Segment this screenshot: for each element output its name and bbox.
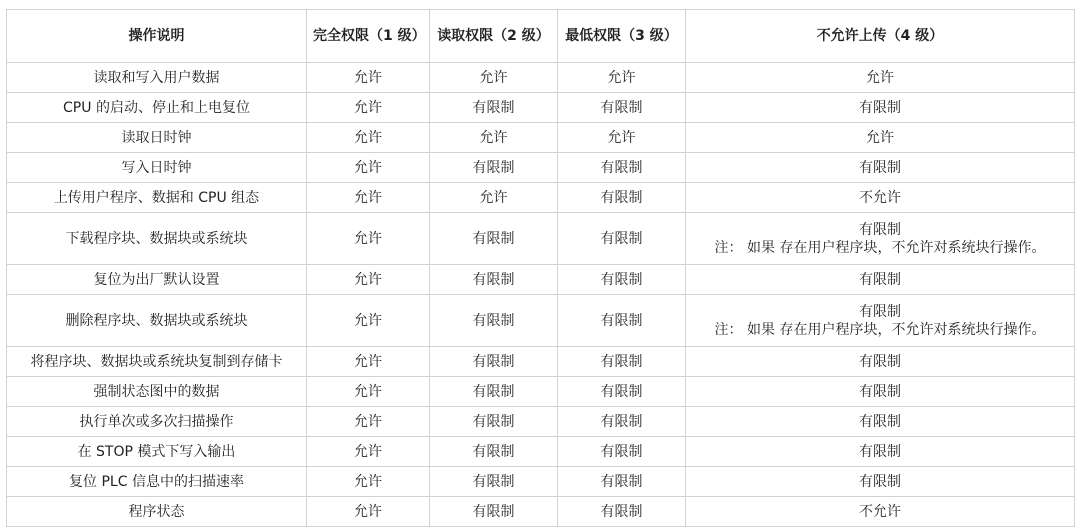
no-upload-cell [686, 295, 1075, 347]
full-access-cell [307, 467, 430, 497]
operation-cell-text: 删除程序块、数据块或系统块 [65, 312, 248, 329]
no-upload-cell-text: 不允许 [859, 503, 901, 520]
read-access-cell [430, 93, 558, 123]
minimum-access-cell [558, 497, 686, 527]
table-row [7, 467, 1075, 497]
full-access-cell-text: 允许 [354, 383, 382, 400]
minimum-access-cell [558, 437, 686, 467]
no-upload-cell-text: 有限制 [859, 473, 901, 490]
minimum-access-cell [558, 183, 686, 213]
no-upload-cell [686, 153, 1075, 183]
table-row [7, 295, 1075, 347]
table-row [7, 183, 1075, 213]
table-row [7, 123, 1075, 153]
no-upload-cell-text: 不允许 [859, 189, 901, 206]
operation-cell-text: 执行单次或多次扫描操作 [79, 413, 234, 430]
read-access-cell-text: 有限制 [472, 473, 515, 490]
no-upload-cell [686, 467, 1075, 497]
header-read-access: 读取权限（2 级） [430, 10, 558, 63]
no-upload-cell-text: 有限制 [859, 443, 901, 460]
minimum-access-cell-text: 有限制 [600, 271, 643, 288]
full-access-cell [307, 123, 430, 153]
no-upload-cell [686, 437, 1075, 467]
minimum-access-cell-text: 有限制 [600, 413, 643, 430]
minimum-access-cell-text: 允许 [607, 69, 636, 86]
permissions-table-container [6, 9, 1074, 527]
operation-cell [7, 295, 307, 347]
operation-cell-text: 程序状态 [128, 503, 185, 520]
operation-cell-text: 在 STOP 模式下写入输出 [77, 443, 236, 460]
minimum-access-cell [558, 347, 686, 377]
operation-cell-text: 将程序块、数据块或系统块复制到存储卡 [30, 353, 283, 370]
minimum-access-cell [558, 213, 686, 265]
table-row [7, 265, 1075, 295]
no-upload-cell [686, 123, 1075, 153]
minimum-access-cell-text: 有限制 [600, 189, 643, 206]
table-row [7, 213, 1075, 265]
minimum-access-cell [558, 123, 686, 153]
note-text: 注： 如果 存在用户程序块，不允许对系统块行操作。 [714, 239, 1046, 256]
read-access-cell-text: 允许 [479, 69, 508, 86]
full-access-cell-text: 允许 [354, 271, 382, 288]
minimum-access-cell-text: 有限制 [600, 473, 643, 490]
read-access-cell [430, 347, 558, 377]
full-access-cell [307, 437, 430, 467]
full-access-cell-text: 允许 [354, 353, 382, 370]
read-access-cell-text: 有限制 [472, 413, 515, 430]
full-access-cell [307, 377, 430, 407]
minimum-access-cell-text: 有限制 [600, 383, 643, 400]
minimum-access-cell [558, 377, 686, 407]
operation-cell [7, 467, 307, 497]
header-minimum-access: 最低权限（3 级） [558, 10, 686, 63]
full-access-cell-text: 允许 [354, 189, 382, 206]
full-access-cell [307, 407, 430, 437]
read-access-cell [430, 467, 558, 497]
read-access-cell-text: 有限制 [472, 383, 515, 400]
minimum-access-cell [558, 265, 686, 295]
read-access-cell-text: 有限制 [472, 159, 515, 176]
operation-cell-text: CPU 的启动、停止和上电复位 [63, 99, 250, 116]
no-upload-cell-text: 有限制 [859, 271, 901, 288]
read-access-cell [430, 213, 558, 265]
no-upload-cell-text: 有限制 [859, 159, 901, 176]
full-access-cell [307, 63, 430, 93]
no-upload-cell-text: 有限制 [859, 383, 901, 400]
no-upload-cell-text: 有限制 [859, 413, 901, 430]
no-upload-cell [686, 93, 1075, 123]
full-access-cell-text: 允许 [354, 413, 382, 430]
operation-cell-text: 复位为出厂默认设置 [93, 271, 220, 288]
read-access-cell [430, 63, 558, 93]
read-access-cell [430, 437, 558, 467]
minimum-access-cell-text: 有限制 [600, 503, 643, 520]
header-full-access: 完全权限（1 级） [307, 10, 430, 63]
full-access-cell-text: 允许 [354, 503, 382, 520]
full-access-cell-text: 允许 [354, 99, 382, 116]
minimum-access-cell-text: 有限制 [600, 159, 643, 176]
operation-cell-text: 复位 PLC 信息中的扫描速率 [69, 473, 244, 490]
table-row [7, 407, 1075, 437]
full-access-cell-text: 允许 [354, 473, 382, 490]
table-row [7, 437, 1075, 467]
no-upload-cell [686, 183, 1075, 213]
read-access-cell-text: 允许 [479, 129, 508, 146]
minimum-access-cell-text: 有限制 [600, 99, 643, 116]
minimum-access-cell [558, 407, 686, 437]
operation-cell [7, 347, 307, 377]
no-upload-cell [686, 63, 1075, 93]
minimum-access-cell [558, 467, 686, 497]
header-operation: 操作说明 [7, 10, 307, 63]
no-upload-cell-text: 有限制 [859, 303, 901, 320]
minimum-access-cell [558, 93, 686, 123]
operation-cell-text: 读取和写入用户数据 [93, 69, 220, 86]
no-upload-cell [686, 347, 1075, 377]
operation-cell [7, 497, 307, 527]
no-upload-cell [686, 213, 1075, 265]
no-upload-cell [686, 265, 1075, 295]
read-access-cell-text: 有限制 [472, 353, 515, 370]
operation-cell [7, 377, 307, 407]
permissions-table [6, 9, 1075, 527]
no-upload-cell-text: 有限制 [859, 221, 901, 238]
table-row [7, 153, 1075, 183]
no-upload-cell-text: 有限制 [859, 353, 901, 370]
table-row [7, 497, 1075, 527]
read-access-cell-text: 允许 [479, 189, 508, 206]
operation-cell [7, 93, 307, 123]
operation-cell-text: 强制状态图中的数据 [93, 383, 220, 400]
operation-cell [7, 213, 307, 265]
read-access-cell [430, 153, 558, 183]
operation-cell-text: 上传用户程序、数据和 CPU 组态 [53, 189, 260, 206]
read-access-cell-text: 有限制 [472, 99, 515, 116]
operation-cell-text: 读取日时钟 [121, 129, 192, 146]
minimum-access-cell-text: 有限制 [600, 443, 643, 460]
no-upload-cell [686, 407, 1075, 437]
full-access-cell-text: 允许 [354, 443, 382, 460]
operation-cell [7, 183, 307, 213]
operation-cell [7, 63, 307, 93]
minimum-access-cell-text: 允许 [607, 129, 636, 146]
minimum-access-cell-text: 有限制 [600, 230, 643, 247]
minimum-access-cell-text: 有限制 [600, 312, 643, 329]
full-access-cell-text: 允许 [354, 312, 382, 329]
table-body [7, 63, 1075, 527]
read-access-cell [430, 123, 558, 153]
full-access-cell-text: 允许 [354, 230, 382, 247]
read-access-cell-text: 有限制 [472, 312, 515, 329]
full-access-cell [307, 183, 430, 213]
full-access-cell [307, 497, 430, 527]
no-upload-cell [686, 497, 1075, 527]
minimum-access-cell-text: 有限制 [600, 353, 643, 370]
full-access-cell [307, 213, 430, 265]
full-access-cell-text: 允许 [354, 69, 382, 86]
read-access-cell [430, 183, 558, 213]
read-access-cell-text: 有限制 [472, 271, 515, 288]
no-upload-cell [686, 377, 1075, 407]
full-access-cell [307, 93, 430, 123]
read-access-cell [430, 497, 558, 527]
read-access-cell [430, 407, 558, 437]
no-upload-cell-text: 有限制 [859, 99, 901, 116]
no-upload-cell-text: 允许 [866, 69, 894, 86]
operation-cell [7, 265, 307, 295]
table-row [7, 93, 1075, 123]
table-row [7, 347, 1075, 377]
operation-cell [7, 437, 307, 467]
read-access-cell [430, 265, 558, 295]
full-access-cell-text: 允许 [354, 159, 382, 176]
note-text: 注： 如果 存在用户程序块，不允许对系统块行操作。 [714, 321, 1046, 338]
full-access-cell [307, 265, 430, 295]
read-access-cell-text: 有限制 [472, 443, 515, 460]
table-row [7, 377, 1075, 407]
no-upload-cell-text: 允许 [866, 129, 894, 146]
full-access-cell [307, 347, 430, 377]
full-access-cell-text: 允许 [354, 129, 382, 146]
minimum-access-cell [558, 153, 686, 183]
read-access-cell [430, 295, 558, 347]
table-header-row [7, 10, 1075, 63]
header-no-upload: 不允许上传（4 级） [686, 10, 1075, 63]
operation-cell-text: 下载程序块、数据块或系统块 [65, 230, 248, 247]
full-access-cell [307, 295, 430, 347]
operation-cell [7, 407, 307, 437]
operation-cell [7, 123, 307, 153]
read-access-cell-text: 有限制 [472, 230, 515, 247]
read-access-cell [430, 377, 558, 407]
minimum-access-cell [558, 295, 686, 347]
table-row [7, 63, 1075, 93]
operation-cell [7, 153, 307, 183]
full-access-cell [307, 153, 430, 183]
minimum-access-cell [558, 63, 686, 93]
read-access-cell-text: 有限制 [472, 503, 515, 520]
operation-cell-text: 写入日时钟 [121, 159, 192, 176]
